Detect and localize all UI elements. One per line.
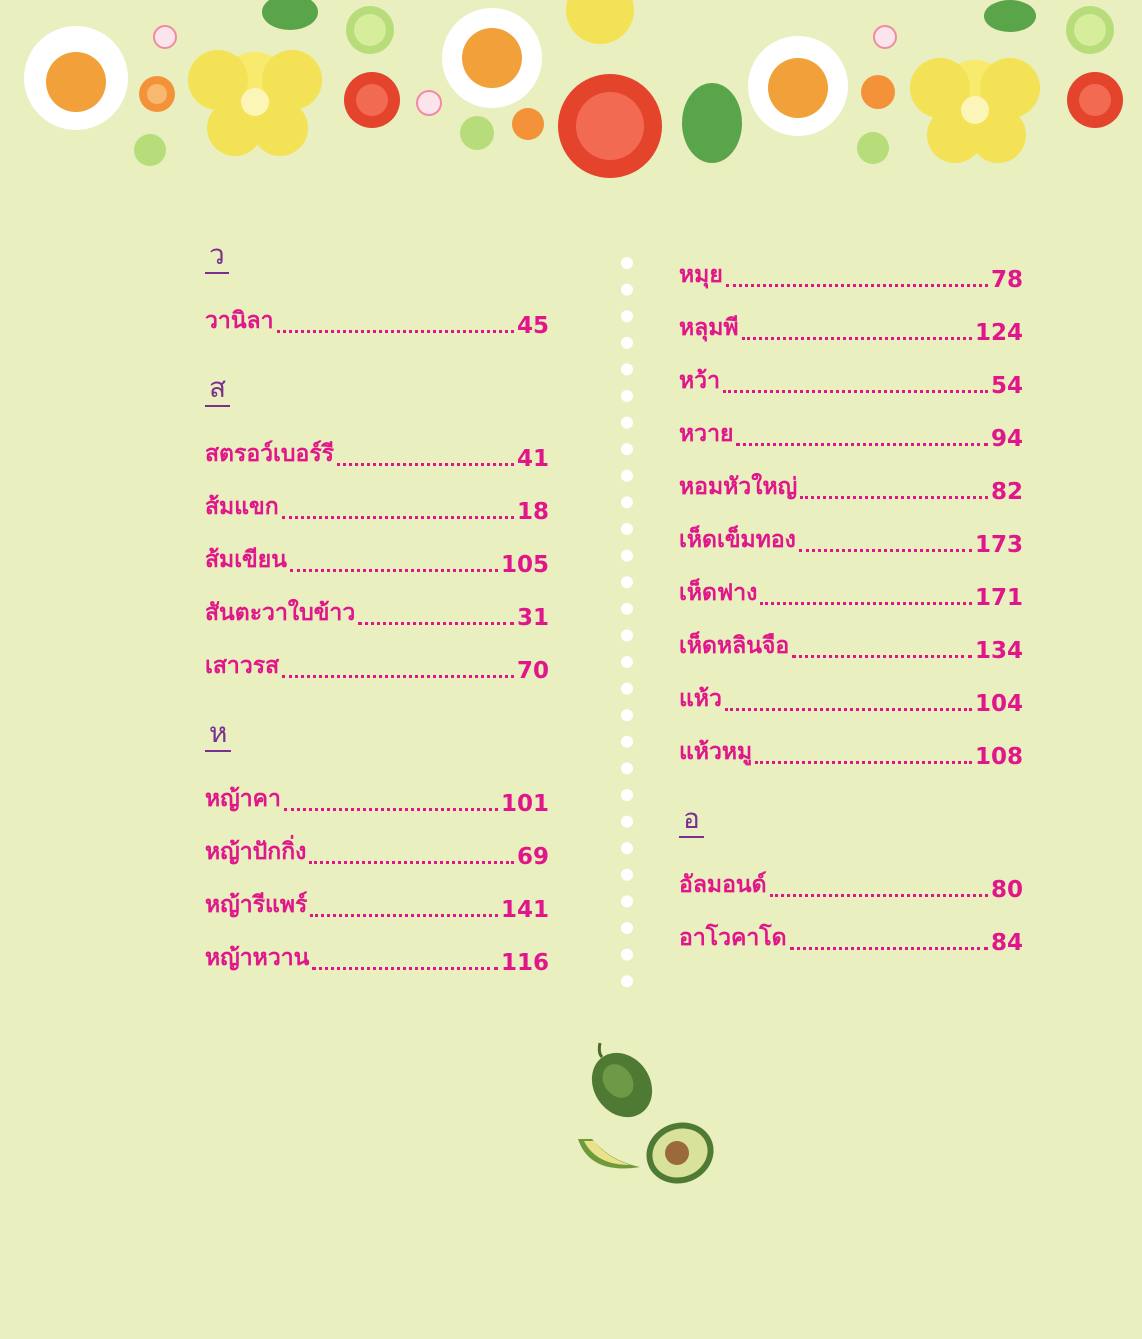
dot-leader bbox=[736, 443, 988, 446]
pepper-flower-icon bbox=[566, 0, 634, 44]
index-entry bbox=[205, 817, 549, 870]
dot-leader bbox=[760, 602, 972, 605]
avocado-illustration bbox=[570, 1035, 730, 1195]
dot-leader bbox=[723, 390, 988, 393]
index-column-left bbox=[205, 240, 549, 1010]
egg-slice-icon bbox=[748, 36, 848, 136]
dot-leader bbox=[290, 569, 498, 572]
entry-name: เสาวรส bbox=[205, 653, 280, 679]
index-entry bbox=[679, 240, 1023, 293]
radish-slice-icon bbox=[417, 91, 441, 115]
dot-leader bbox=[309, 861, 514, 864]
divider-dot bbox=[621, 683, 633, 695]
entry-page-number: 54 bbox=[990, 373, 1023, 399]
index-section bbox=[205, 373, 549, 684]
radish-slice-icon bbox=[874, 26, 896, 48]
entry-page-number: 116 bbox=[500, 950, 549, 976]
index-entry bbox=[205, 286, 549, 339]
entry-page-number: 108 bbox=[974, 744, 1023, 770]
index-entry bbox=[679, 611, 1023, 664]
entry-page-number: 171 bbox=[974, 585, 1023, 611]
entry-name: วานิลา bbox=[205, 308, 274, 334]
dot-leader bbox=[282, 516, 514, 519]
egg-slice-icon bbox=[24, 26, 128, 130]
entry-page-number: 134 bbox=[974, 638, 1023, 664]
carrot-slice-icon bbox=[861, 75, 895, 109]
divider-dot bbox=[621, 736, 633, 748]
dot-leader bbox=[358, 622, 514, 625]
tomato-slice-icon bbox=[344, 72, 400, 128]
entry-name: เห็ดฟาง bbox=[679, 580, 758, 606]
dot-leader bbox=[792, 655, 972, 658]
divider-dot bbox=[621, 603, 633, 615]
entry-page-number: 104 bbox=[974, 691, 1023, 717]
entry-name: สันตะวาใบข้าว bbox=[205, 600, 356, 626]
index-section bbox=[205, 718, 549, 976]
entry-page-number: 173 bbox=[974, 532, 1023, 558]
divider-dot bbox=[621, 550, 633, 562]
dot-leader bbox=[755, 761, 972, 764]
entry-name: อาโวคาโด bbox=[679, 925, 787, 951]
index-entry bbox=[205, 870, 549, 923]
entry-name: หอมหัวใหญ่ bbox=[679, 474, 798, 500]
vegetable-border-illustration bbox=[0, 0, 1142, 190]
dot-leader bbox=[726, 284, 988, 287]
avocado-slice-icon bbox=[578, 1139, 640, 1168]
dot-leader bbox=[770, 894, 988, 897]
leaf-icon bbox=[682, 83, 742, 163]
entry-page-number: 84 bbox=[990, 930, 1023, 956]
entry-name: หว้า bbox=[679, 368, 720, 394]
divider-dot bbox=[621, 470, 633, 482]
dotted-divider bbox=[617, 255, 637, 1005]
divider-dot bbox=[621, 363, 633, 375]
entry-name: หญ้าปักกิ่ง bbox=[205, 839, 307, 865]
tomato-slice-icon bbox=[558, 74, 662, 178]
entry-page-number: 141 bbox=[500, 897, 549, 923]
entry-name: หมุย bbox=[679, 262, 723, 288]
cucumber-slice-icon bbox=[460, 116, 494, 150]
divider-dot bbox=[621, 310, 633, 322]
entry-page-number: 45 bbox=[516, 313, 549, 339]
cucumber-slice-icon bbox=[346, 6, 394, 54]
index-entry bbox=[205, 578, 549, 631]
index-section bbox=[205, 240, 549, 339]
entry-name: หญ้ารีแพร์ bbox=[205, 892, 308, 918]
divider-dot bbox=[621, 816, 633, 828]
divider-dot bbox=[621, 789, 633, 801]
index-section bbox=[679, 240, 1023, 770]
dot-leader bbox=[790, 947, 988, 950]
divider-dot bbox=[621, 443, 633, 455]
entry-page-number: 101 bbox=[500, 791, 549, 817]
entry-page-number: 31 bbox=[516, 605, 549, 631]
entry-name: แห้วหมู bbox=[679, 739, 753, 765]
dot-leader bbox=[337, 463, 514, 466]
dot-leader bbox=[725, 708, 972, 711]
divider-dot bbox=[621, 284, 633, 296]
entry-page-number: 70 bbox=[516, 658, 549, 684]
index-entry bbox=[679, 346, 1023, 399]
cucumber-slice-icon bbox=[1066, 6, 1114, 54]
entry-name: ส้มเขียน bbox=[205, 547, 287, 573]
entry-page-number: 80 bbox=[990, 877, 1023, 903]
entry-page-number: 41 bbox=[516, 446, 549, 472]
dot-leader bbox=[799, 549, 972, 552]
index-entry bbox=[679, 293, 1023, 346]
divider-dot bbox=[621, 975, 633, 987]
leaf-icon bbox=[984, 0, 1036, 32]
index-entry bbox=[679, 717, 1023, 770]
dot-leader bbox=[742, 337, 972, 340]
dot-leader bbox=[284, 808, 498, 811]
index-entry bbox=[679, 399, 1023, 452]
divider-dot bbox=[621, 523, 633, 535]
divider-dot bbox=[621, 417, 633, 429]
section-letter-heading: ส bbox=[205, 373, 230, 407]
carrot-slice-icon bbox=[139, 76, 175, 112]
cucumber-slice-icon bbox=[857, 132, 889, 164]
divider-dot bbox=[621, 922, 633, 934]
index-entry bbox=[679, 850, 1023, 903]
dot-leader bbox=[277, 330, 514, 333]
divider-dot bbox=[621, 496, 633, 508]
section-letter-heading: อ bbox=[679, 804, 704, 838]
index-entry bbox=[679, 903, 1023, 956]
entry-name: เห็ดเข็มทอง bbox=[679, 527, 796, 553]
index-section bbox=[679, 804, 1023, 956]
divider-dot bbox=[621, 709, 633, 721]
entry-name: แห้ว bbox=[679, 686, 722, 712]
divider-dot bbox=[621, 629, 633, 641]
index-entry bbox=[679, 452, 1023, 505]
index-entry bbox=[205, 764, 549, 817]
index-entry bbox=[205, 923, 549, 976]
entry-page-number: 18 bbox=[516, 499, 549, 525]
index-entry bbox=[205, 525, 549, 578]
dot-leader bbox=[310, 914, 498, 917]
entry-name: ส้มแขก bbox=[205, 494, 279, 520]
divider-dot bbox=[621, 949, 633, 961]
pepper-flower-icon bbox=[910, 58, 1040, 163]
entry-name: สตรอว์เบอร์รี bbox=[205, 441, 335, 467]
entry-page-number: 94 bbox=[990, 426, 1023, 452]
entry-page-number: 105 bbox=[500, 552, 549, 578]
pepper-flower-icon bbox=[188, 50, 322, 156]
section-letter-heading: ว bbox=[205, 240, 229, 274]
divider-dot bbox=[621, 762, 633, 774]
dot-leader bbox=[800, 496, 988, 499]
divider-dot bbox=[621, 337, 633, 349]
index-entry bbox=[679, 505, 1023, 558]
cucumber-slice-icon bbox=[134, 134, 166, 166]
divider-dot bbox=[621, 895, 633, 907]
index-column-right bbox=[679, 240, 1023, 990]
tomato-slice-icon bbox=[1067, 72, 1123, 128]
radish-slice-icon bbox=[154, 26, 176, 48]
entry-name: หญ้าหวาน bbox=[205, 945, 310, 971]
index-entry bbox=[205, 472, 549, 525]
divider-dot bbox=[621, 576, 633, 588]
avocado-half-icon bbox=[638, 1113, 722, 1193]
section-letter-heading: ห bbox=[205, 718, 231, 752]
entry-page-number: 124 bbox=[974, 320, 1023, 346]
index-entry bbox=[679, 664, 1023, 717]
divider-dot bbox=[621, 842, 633, 854]
index-entry bbox=[205, 631, 549, 684]
dot-leader bbox=[282, 675, 514, 678]
entry-name: อัลมอนด์ bbox=[679, 872, 767, 898]
carrot-slice-icon bbox=[512, 108, 544, 140]
dot-leader bbox=[312, 967, 498, 970]
entry-page-number: 82 bbox=[990, 479, 1023, 505]
entry-name: เห็ดหลินจือ bbox=[679, 633, 790, 659]
entry-page-number: 78 bbox=[990, 267, 1023, 293]
entry-name: หลุมพี bbox=[679, 315, 739, 341]
entry-name: หญ้าคา bbox=[205, 786, 281, 812]
index-entry bbox=[679, 558, 1023, 611]
divider-dot bbox=[621, 656, 633, 668]
whole-avocado-icon bbox=[580, 1041, 665, 1129]
divider-dot bbox=[621, 257, 633, 269]
entry-page-number: 69 bbox=[516, 844, 549, 870]
egg-slice-icon bbox=[442, 8, 542, 108]
divider-dot bbox=[621, 869, 633, 881]
index-entry bbox=[205, 419, 549, 472]
entry-name: หวาย bbox=[679, 421, 734, 447]
leaf-icon bbox=[262, 0, 318, 30]
divider-dot bbox=[621, 390, 633, 402]
